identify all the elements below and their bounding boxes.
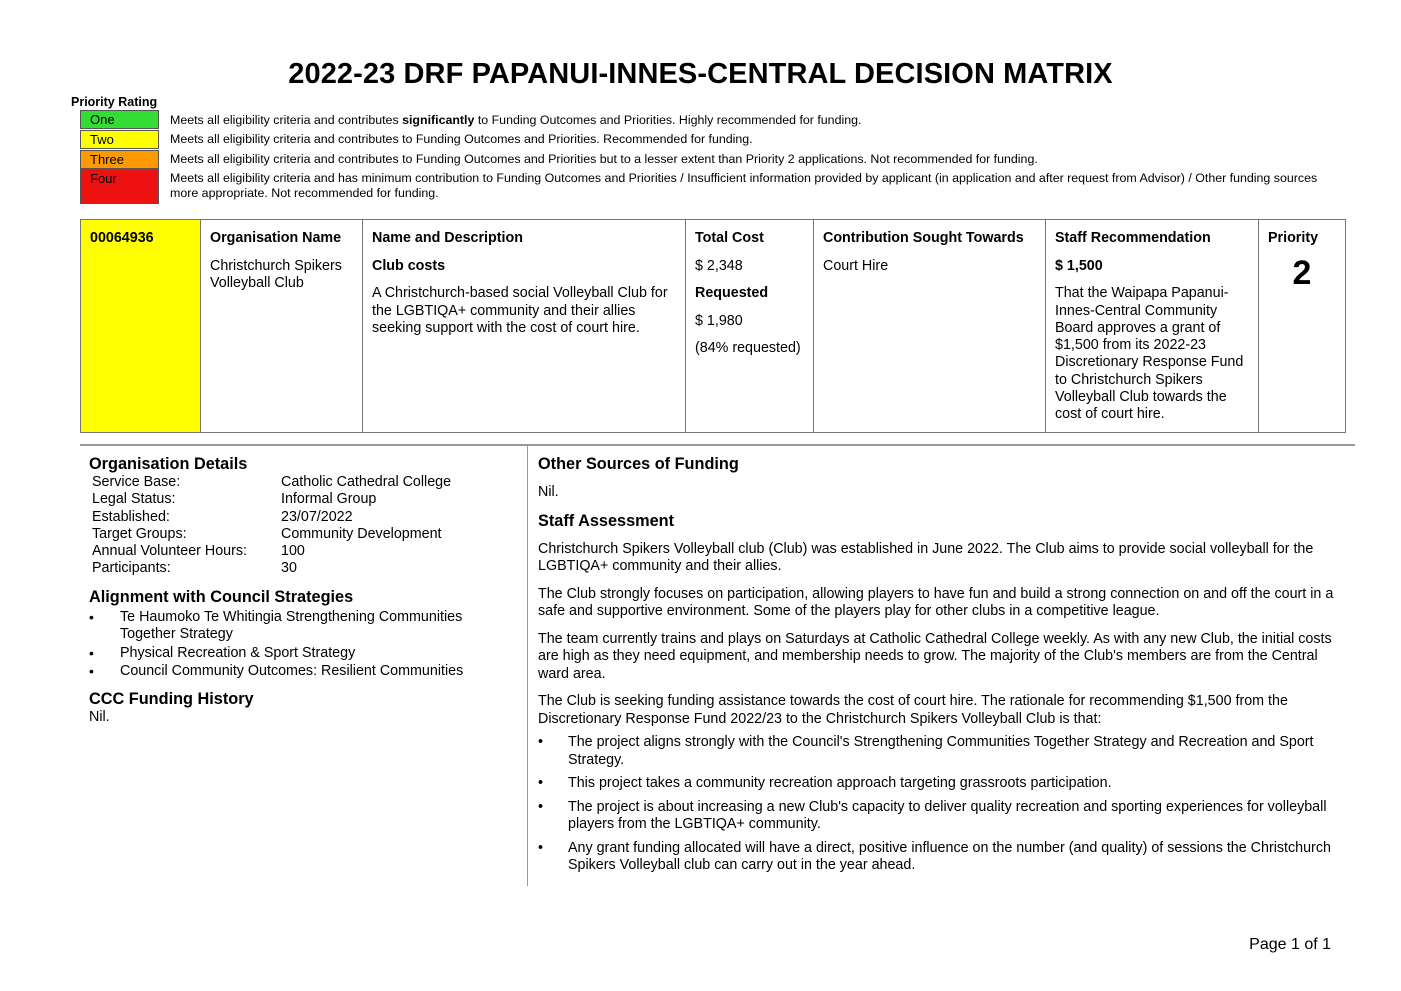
application-id: 00064936 xyxy=(90,230,154,246)
org-details-heading: Organisation Details xyxy=(89,455,248,473)
other-sources-text: Nil. xyxy=(538,484,559,500)
requested-percent: (84% requested) xyxy=(695,339,801,356)
assessment-paragraph: The Club is seeking funding assistance towards the cost of court hire. The rationale for recommending $1,500 from the Discretionary Response Fund 2022/23 to the Christchurch Spikers Volleyball Club is that: xyxy=(538,693,1288,727)
detail-row: Legal Status: Informal Group xyxy=(92,491,377,508)
priority-swatch-one: One xyxy=(80,110,159,129)
detail-row: Participants: 30 xyxy=(92,560,297,577)
staff-recommendation-text: That the Waipapa Papanui-Innes-Central Community Board approves a grant of $1,500 from its 2022-23 Discretionary Response Fund to Christchurch Spikers Volleyball Club towards the cost of court hire. xyxy=(1055,285,1244,423)
description-header: Name and Description xyxy=(372,230,523,246)
assessment-paragraph: The team currently trains and plays on Saturdays at Catholic Cathedral College weekly. As with any new Club, the initial costs are high as they need equipment, and membership needs to grow. The majority of the Club's members are from the Central ward area. xyxy=(538,630,1332,682)
organisation-column xyxy=(200,220,363,432)
total-cost: $ 2,348 xyxy=(695,258,743,274)
assessment-paragraph: Christchurch Spikers Volleyball club (Club) was established in June 2022. The Club aims to provide social volleyball for the LGBTIQA+ community and their allies. xyxy=(538,540,1314,574)
application-table xyxy=(80,219,1346,433)
staff-recommendation-header: Staff Recommendation xyxy=(1055,230,1211,246)
column-divider xyxy=(527,446,528,886)
staff-amount: $ 1,500 xyxy=(1055,258,1103,274)
alignment-heading: Alignment with Council Strategies xyxy=(89,587,354,606)
funding-history-heading: CCC Funding History xyxy=(89,689,254,708)
list-item: • Council Community Outcomes: Resilient Communities xyxy=(89,663,519,681)
priority-value: 2 xyxy=(1292,254,1312,292)
cost-header: Total Cost xyxy=(695,230,764,246)
contribution-column xyxy=(813,220,1046,432)
page-title: 2022-23 DRF PAPANUI-INNES-CENTRAL DECISION MATRIX xyxy=(288,58,1113,90)
detail-row: Target Groups: Community Development xyxy=(92,525,442,542)
organisation-header: Organisation Name xyxy=(210,230,342,246)
priority-swatch-four: Four xyxy=(80,169,159,204)
staff-assessment-heading: Staff Assessment xyxy=(538,511,675,530)
cost-column xyxy=(685,220,814,432)
funding-history-text: Nil. xyxy=(89,708,110,725)
section-divider xyxy=(80,444,1355,446)
description-column xyxy=(362,220,686,432)
list-item: • Physical Recreation & Sport Strategy xyxy=(89,645,519,663)
list-item: • The project aligns strongly with the Council's Strengthening Communities Together Strategy and Recreation and Sport Strategy. xyxy=(538,734,1350,769)
contribution-value: Court Hire xyxy=(823,258,889,274)
detail-row: Established: 23/07/2022 xyxy=(92,508,353,525)
assessment-paragraph: The Club strongly focuses on participation, allowing players to have fun and build a strong connection on and off the court in a safe and supportive environment. Some of the players play for other clubs in a competitive league. xyxy=(538,585,1334,619)
priority-swatch-three: Three xyxy=(80,150,159,169)
detail-row: Service Base: Catholic Cathedral College xyxy=(92,474,452,490)
assessment-bullets xyxy=(538,734,1350,875)
detail-row: Annual Volunteer Hours: 100 xyxy=(92,543,305,560)
list-item: • The project is about increasing a new Club's capacity to deliver quality recreation and sporting experiences for volleyball players from the LGBTIQA+ community. xyxy=(538,799,1350,834)
priority-header: Priority xyxy=(1268,230,1319,246)
page-number: Page 1 of 1 xyxy=(1249,936,1331,953)
org-details-list xyxy=(89,474,519,578)
list-item: • This project takes a community recreation approach targeting grassroots participation. xyxy=(538,775,1350,793)
legend-text-four: Meets all eligibility criteria and has minimum contribution to Funding Outcomes and Priorities / Insufficient information provided by applicant (in application and after request from Advisor) / Other funding sources more appropriate. Not recommended for funding. xyxy=(170,171,1318,200)
contribution-header: Contribution Sought Towards xyxy=(823,230,1024,246)
id-column xyxy=(81,220,201,432)
priority-column xyxy=(1258,220,1345,432)
list-item: • Te Haumoko Te Whitingia Strengthening Communities Together Strategy xyxy=(89,609,519,644)
left-pane xyxy=(89,455,519,726)
list-item: • Any grant funding allocated will have a direct, positive influence on the number (and quality) of sessions the Christchurch Spikers Volleyball club can carry out in the year ahead. xyxy=(538,840,1350,875)
priority-swatch-two: Two xyxy=(80,130,159,149)
legend-text-one: Meets all eligibility criteria and contributes significantly to Funding Outcomes and Priorities. Highly recommended for funding. xyxy=(170,113,862,127)
requested-label: Requested xyxy=(695,285,769,302)
other-sources-heading: Other Sources of Funding xyxy=(538,455,739,473)
alignment-list xyxy=(89,609,519,681)
legend-text-two: Meets all eligibility criteria and contributes to Funding Outcomes and Priorities. Recommended for funding. xyxy=(170,132,753,146)
right-pane xyxy=(538,455,1350,881)
requested-amount: $ 1,980 xyxy=(695,312,743,329)
project-name: Club costs xyxy=(372,258,446,274)
organisation-name: Christchurch Spikers Volleyball Club xyxy=(210,258,342,292)
legend-text-three: Meets all eligibility criteria and contributes to Funding Outcomes and Priorities but to a lesser extent than Priority 2 applications. Not recommended for funding. xyxy=(170,152,1038,166)
priority-rating-label: Priority Rating xyxy=(71,95,158,109)
staff-recommendation-column xyxy=(1045,220,1259,432)
project-description: A Christchurch-based social Volleyball Club for the LGBTIQA+ community and their allies seeking support with the cost of court hire. xyxy=(372,285,668,336)
